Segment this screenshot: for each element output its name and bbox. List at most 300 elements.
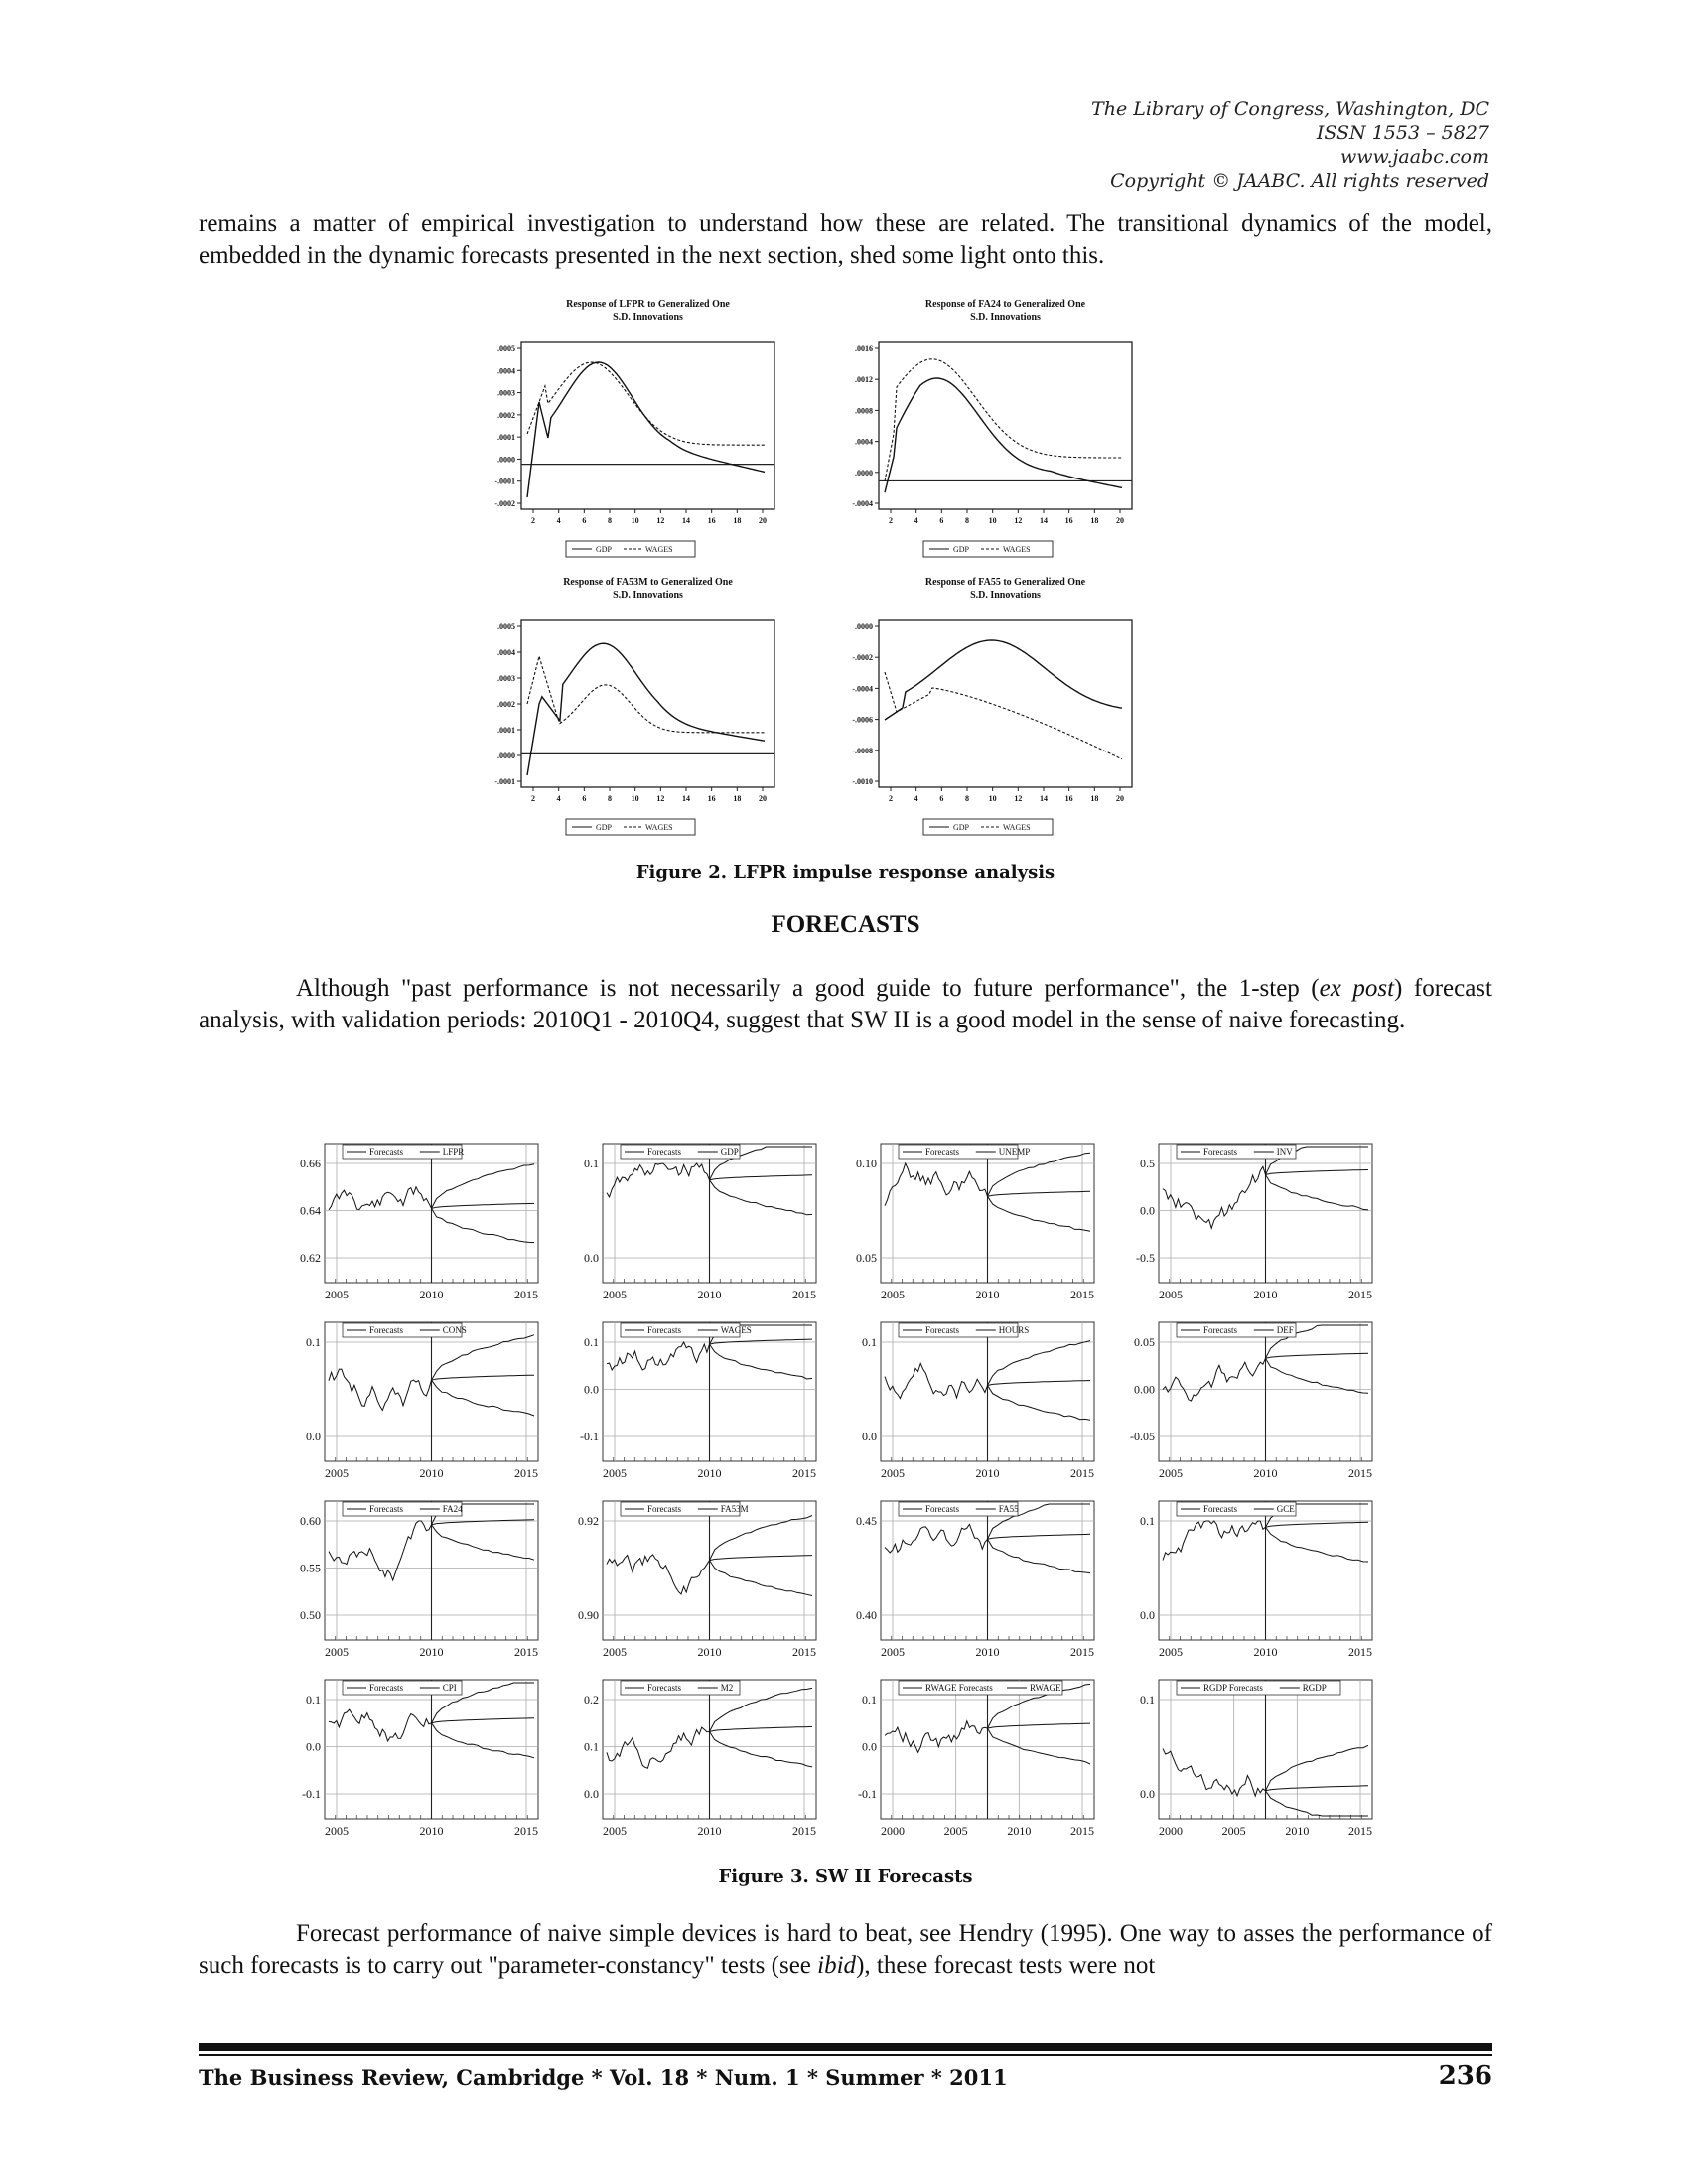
impulse-xtick-label: 12	[656, 794, 665, 803]
impulse-ytick-label: .0000	[497, 455, 515, 465]
forecast-legend	[899, 1502, 1019, 1516]
forecast-ytick-label: 0.62	[300, 1251, 321, 1265]
forecast-panel-9	[300, 1501, 538, 1659]
forecast-xtick-label: 2010	[419, 1824, 444, 1837]
forecast-ytick-label: 0.00	[1134, 1382, 1155, 1397]
forecast-actual-line	[885, 1524, 988, 1553]
forecast-band-line	[1266, 1745, 1369, 1791]
forecast-xtick-label: 2015	[1070, 1288, 1094, 1301]
forecast-paragraph	[199, 973, 1492, 1036]
section-title-forecasts: FORECASTS	[771, 911, 920, 938]
impulse-ytick-label: .0001	[497, 433, 515, 443]
forecast-legend	[1177, 1681, 1340, 1695]
forecast-actual-line	[885, 1163, 988, 1206]
impulse-xtick-label: 12	[1014, 794, 1023, 803]
forecast-ytick-label: -0.1	[858, 1787, 877, 1801]
forecast-xtick-label: 2015	[1348, 1824, 1372, 1837]
forecast-band-line	[432, 1525, 535, 1561]
forecast-ytick-label: 0.45	[856, 1514, 877, 1528]
forecast-panel-16	[1140, 1680, 1372, 1837]
forecast-legend-forecasts-label: Forecasts	[369, 1325, 403, 1335]
forecast-band-line	[1266, 1358, 1369, 1393]
impulse-ytick-label: .0012	[855, 375, 873, 385]
impulse-ytick-label: .0002	[497, 410, 515, 420]
forecast-ytick-label: 0.2	[584, 1693, 599, 1706]
impulse-ytick-label: .0003	[497, 674, 515, 683]
impulse-ytick-label: -.0001	[494, 477, 515, 486]
forecast-xtick-label: 2010	[419, 1288, 444, 1301]
forecast-xtick-label: 2015	[792, 1288, 816, 1301]
impulse-wages-line	[527, 362, 765, 445]
forecast-band-line	[710, 1344, 813, 1379]
impulse-gdp-line	[527, 643, 765, 775]
impulse-ytick-label: .0004	[855, 437, 873, 447]
forecast-xtick-label: 2010	[697, 1288, 722, 1301]
forecast-xtick-label: 2005	[1159, 1466, 1183, 1480]
forecast-legend-series-label: DEF	[1276, 1325, 1294, 1335]
forecast-actual-line	[329, 1369, 432, 1410]
impulse-xtick-label: 6	[939, 516, 944, 525]
forecast-actual-line	[1163, 1166, 1266, 1228]
forecast-ytick-label: -0.05	[1130, 1430, 1155, 1443]
impulse-ytick-label: .0004	[497, 366, 515, 376]
impulse-legend	[566, 541, 695, 557]
impulse-plot-frame	[521, 342, 774, 509]
closing-paragraph-part1: Forecast performance of naive simple devices is hard to beat, see Hendry (1995). One way to asses the performance of such forecasts is to carry out "parameter-constancy" tests (see	[199, 1920, 1492, 1979]
forecast-band-line	[710, 1339, 813, 1344]
closing-paragraph	[199, 1918, 1492, 1981]
impulse-plot-frame	[879, 342, 1132, 509]
forecast-panel-2	[584, 1144, 816, 1301]
impulse-xtick-label: 2	[889, 516, 893, 525]
forecast-legend-series-label: RGDP	[1302, 1683, 1327, 1693]
forecast-xtick-label: 2005	[1159, 1288, 1183, 1301]
impulse-ytick-label: .0004	[497, 648, 515, 657]
impulse-legend-wages-label: WAGES	[1003, 823, 1031, 832]
forecast-legend-forecasts-label: Forecasts	[925, 1147, 959, 1157]
forecast-actual-line	[885, 1363, 988, 1398]
impulse-ytick-label: .0005	[497, 622, 515, 631]
forecast-xtick-label: 2010	[1285, 1824, 1310, 1837]
forecast-legend	[899, 1323, 1029, 1337]
forecast-panel-11	[856, 1501, 1094, 1659]
forecast-xtick-label: 2005	[603, 1466, 627, 1480]
forecast-panel-8	[1130, 1322, 1372, 1480]
forecast-ytick-label: 0.1	[306, 1693, 321, 1706]
header-website: www.jaabc.com	[1339, 146, 1489, 168]
impulse-ytick-label: -.0008	[852, 746, 873, 755]
forecast-legend-forecasts-label: Forecasts	[369, 1683, 403, 1693]
forecast-xtick-label: 2015	[514, 1466, 538, 1480]
forecast-ytick-label: 0.0	[306, 1430, 321, 1443]
forecast-xtick-label: 2015	[792, 1645, 816, 1659]
forecast-band-line	[1266, 1170, 1369, 1175]
forecast-legend-series-label: FA53M	[720, 1504, 749, 1514]
forecast-band-line	[1266, 1522, 1369, 1527]
impulse-xtick-label: 18	[1090, 794, 1099, 803]
forecast-band-line	[710, 1561, 813, 1596]
forecast-legend	[621, 1323, 752, 1337]
forecast-xtick-label: 2005	[943, 1824, 968, 1837]
forecast-xtick-label: 2005	[1221, 1824, 1246, 1837]
forecast-ytick-label: 0.1	[862, 1693, 877, 1706]
forecast-band-line	[988, 1191, 1091, 1196]
forecast-ytick-label: 0.0	[862, 1739, 877, 1754]
forecast-band-line	[432, 1164, 535, 1209]
impulse-title-line1: Response of LFPR to Generalized One	[566, 299, 730, 310]
forecast-panel-12	[1140, 1501, 1372, 1659]
forecast-xtick-label: 2015	[514, 1824, 538, 1837]
impulse-ytick-label: .0002	[497, 700, 515, 709]
impulse-legend	[923, 541, 1053, 557]
forecast-legend	[621, 1502, 749, 1516]
forecast-legend-series-label: FA24	[442, 1504, 463, 1514]
header-issn: ISSN 1553 – 5827	[1316, 122, 1489, 144]
forecast-panel-15	[858, 1680, 1094, 1837]
impulse-wages-line	[885, 359, 1122, 481]
forecast-band-line	[432, 1208, 535, 1242]
impulse-xtick-label: 2	[531, 794, 535, 803]
forecast-band-line	[710, 1175, 813, 1180]
impulse-xtick-label: 16	[707, 516, 716, 525]
forecast-xtick-label: 2005	[881, 1466, 905, 1480]
impulse-ytick-label: -.0004	[852, 684, 873, 694]
forecast-band-line	[432, 1718, 535, 1723]
impulse-ytick-label: -.0002	[494, 499, 515, 508]
impulse-xtick-label: 20	[1116, 516, 1124, 525]
forecast-panel-5	[306, 1322, 538, 1480]
forecast-ytick-label: 0.90	[578, 1608, 599, 1622]
forecast-band-line	[988, 1728, 1091, 1764]
closing-paragraph-emphasis: ibid	[817, 1952, 857, 1979]
impulse-xtick-label: 8	[965, 794, 969, 803]
forecast-panel-4	[1136, 1144, 1372, 1301]
impulse-title-line1: Response of FA24 to Generalized One	[924, 299, 1086, 310]
forecast-xtick-label: 2005	[881, 1288, 905, 1301]
impulse-xtick-label: 12	[1014, 516, 1023, 525]
forecast-band-line	[1266, 1527, 1369, 1562]
forecast-legend-series-label: INV	[1276, 1147, 1293, 1157]
impulse-xtick-label: 2	[889, 794, 893, 803]
impulse-xtick-label: 16	[1064, 794, 1073, 803]
forecast-ytick-label: 0.1	[1140, 1693, 1155, 1706]
forecast-xtick-label: 2000	[1159, 1824, 1183, 1837]
forecast-actual-line	[607, 1342, 710, 1370]
impulse-xtick-label: 10	[988, 516, 997, 525]
header-copyright: Copyright © JAABC. All rights reserved	[1110, 170, 1489, 192]
forecast-band-line	[988, 1381, 1091, 1386]
forecast-legend-forecasts-label: RWAGE Forecasts	[925, 1683, 993, 1693]
forecast-band-line	[988, 1534, 1091, 1539]
impulse-title-line2: S.D. Innovations	[970, 590, 1041, 601]
forecast-band-line	[988, 1153, 1091, 1196]
forecast-legend-forecasts-label: Forecasts	[925, 1504, 959, 1514]
forecast-legend-series-label: GDP	[720, 1147, 739, 1157]
forecast-actual-line	[607, 1163, 710, 1197]
forecast-ytick-label: 0.1	[1140, 1514, 1155, 1528]
forecast-xtick-label: 2010	[697, 1466, 722, 1480]
forecast-ytick-label: 0.1	[584, 1739, 599, 1754]
impulse-plot-frame	[521, 620, 774, 787]
forecast-ytick-label: -0.5	[1136, 1251, 1155, 1265]
forecast-ytick-label: 0.0	[862, 1430, 877, 1443]
forecast-actual-line	[329, 1521, 432, 1580]
forecast-xtick-label: 2015	[792, 1466, 816, 1480]
forecast-ytick-label: 0.60	[300, 1514, 321, 1528]
impulse-legend-wages-label: WAGES	[645, 823, 673, 832]
forecast-band-line	[1266, 1175, 1369, 1210]
footer-journal-info: The Business Review, Cambridge * Vol. 18 * Num. 1 * Summer * 2011	[199, 2065, 1008, 2090]
forecast-legend-forecasts-label: Forecasts	[647, 1504, 681, 1514]
forecast-xtick-label: 2005	[325, 1288, 349, 1301]
forecast-legend-series-label: CPI	[442, 1683, 457, 1693]
forecast-actual-line	[329, 1709, 432, 1741]
impulse-xtick-label: 16	[1064, 516, 1073, 525]
forecast-xtick-label: 2010	[419, 1466, 444, 1480]
forecast-xtick-label: 2010	[697, 1645, 722, 1659]
impulse-ytick-label: .0005	[497, 344, 515, 353]
forecast-legend-forecasts-label: Forecasts	[1203, 1325, 1237, 1335]
forecast-legend-series-label: WAGES	[720, 1325, 752, 1335]
forecast-panel-6	[580, 1322, 816, 1480]
forecast-xtick-label: 2015	[514, 1645, 538, 1659]
forecast-panel-14	[584, 1680, 816, 1837]
footer-rule-thick	[199, 2043, 1492, 2051]
forecast-xtick-label: 2005	[325, 1645, 349, 1659]
footer-page-number: 236	[1438, 2061, 1492, 2091]
impulse-ytick-label: .0016	[855, 344, 873, 353]
impulse-title-line1: Response of FA55 to Generalized One	[924, 577, 1086, 588]
forecast-legend	[621, 1681, 740, 1695]
forecast-xtick-label: 2015	[1070, 1824, 1094, 1837]
forecast-ytick-label: 0.50	[300, 1608, 321, 1622]
forecast-xtick-label: 2005	[325, 1824, 349, 1837]
forecast-ytick-label: 0.1	[584, 1157, 599, 1170]
impulse-ytick-label: -.0002	[852, 653, 873, 663]
impulse-wages-line	[885, 672, 1122, 759]
forecast-xtick-label: 2005	[1159, 1645, 1183, 1659]
forecast-legend-forecasts-label: RGDP Forecasts	[1203, 1683, 1263, 1693]
forecast-actual-line	[1163, 1358, 1266, 1401]
forecast-panel-10	[578, 1501, 816, 1659]
forecast-xtick-label: 2005	[603, 1645, 627, 1659]
forecast-actual-line	[607, 1555, 710, 1594]
forecast-paragraph-part2: ) forecast analysis, with validation periods: 2010Q1 - 2010Q4, suggest that SW II is a good model in the sense of naive forecasting.	[199, 975, 1492, 1033]
forecast-xtick-label: 2015	[1348, 1645, 1372, 1659]
impulse-title-line2: S.D. Innovations	[613, 312, 683, 323]
figure-2-impulse-response	[467, 293, 1221, 849]
intro-paragraph: remains a matter of empirical investigation to understand how these are related. The transitional dynamics of the model, embedded in the dynamic forecasts presented in the next section, shed some light onto this.	[199, 210, 1492, 269]
forecast-legend	[899, 1681, 1062, 1695]
impulse-xtick-label: 10	[988, 794, 997, 803]
impulse-ytick-label: -.0001	[494, 777, 515, 786]
forecast-xtick-label: 2005	[603, 1824, 627, 1837]
forecast-legend-forecasts-label: Forecasts	[647, 1325, 681, 1335]
forecast-legend-forecasts-label: Forecasts	[369, 1504, 403, 1514]
forecast-legend-forecasts-label: Forecasts	[1203, 1147, 1237, 1157]
forecast-ytick-label: 0.0	[584, 1787, 599, 1801]
forecast-ytick-label: 0.92	[578, 1514, 599, 1528]
forecast-xtick-label: 2010	[419, 1645, 444, 1659]
forecast-legend-forecasts-label: Forecasts	[1203, 1504, 1237, 1514]
forecast-ytick-label: 0.0	[584, 1251, 599, 1265]
impulse-xtick-label: 18	[733, 516, 742, 525]
forecast-ytick-label: -0.1	[302, 1787, 321, 1801]
forecast-legend-series-label: CONS	[442, 1325, 467, 1335]
forecast-ytick-label: 0.0	[584, 1382, 599, 1397]
forecast-band-line	[710, 1726, 813, 1731]
forecast-band-line	[432, 1520, 535, 1525]
forecast-legend	[343, 1145, 464, 1159]
impulse-xtick-label: 18	[1090, 516, 1099, 525]
impulse-xtick-label: 6	[582, 516, 587, 525]
forecast-ytick-label: 0.5	[1140, 1157, 1155, 1170]
impulse-legend-gdp-label: GDP	[596, 823, 613, 832]
impulse-title-line2: S.D. Innovations	[613, 590, 683, 601]
impulse-xtick-label: 4	[914, 794, 918, 803]
impulse-legend-gdp-label: GDP	[953, 545, 970, 554]
impulse-ytick-label: -.0010	[852, 777, 873, 786]
impulse-panel-1	[494, 295, 774, 557]
impulse-xtick-label: 14	[682, 794, 690, 803]
forecast-band-line	[710, 1556, 813, 1561]
impulse-xtick-label: 20	[759, 794, 767, 803]
forecast-ytick-label: 0.0	[1140, 1608, 1155, 1622]
header-library: The Library of Congress, Washington, DC	[1091, 98, 1489, 120]
impulse-xtick-label: 4	[914, 516, 918, 525]
forecast-legend-series-label: FA55	[998, 1504, 1019, 1514]
forecast-ytick-label: 0.0	[306, 1739, 321, 1754]
impulse-xtick-label: 8	[965, 516, 969, 525]
forecast-legend	[343, 1681, 462, 1695]
forecast-actual-line	[885, 1721, 988, 1753]
impulse-xtick-label: 14	[1040, 794, 1048, 803]
forecast-ytick-label: 0.0	[1140, 1787, 1155, 1801]
forecast-xtick-label: 2010	[1253, 1645, 1278, 1659]
forecast-panel-7	[862, 1322, 1094, 1480]
forecast-ytick-label: -0.1	[580, 1430, 599, 1443]
forecast-legend-series-label: RWAGE	[1030, 1683, 1061, 1693]
impulse-xtick-label: 10	[631, 794, 639, 803]
impulse-ytick-label: .0001	[497, 726, 515, 735]
forecast-band-line	[710, 1180, 813, 1215]
forecast-ytick-label: 0.05	[856, 1251, 877, 1265]
forecast-xtick-label: 2010	[975, 1288, 1000, 1301]
forecast-legend-forecasts-label: Forecasts	[647, 1683, 681, 1693]
impulse-wages-line	[527, 656, 765, 733]
impulse-gdp-line	[885, 378, 1122, 492]
closing-paragraph-part2: ), these forecast tests were not	[856, 1952, 1156, 1979]
forecast-legend	[343, 1502, 463, 1516]
forecast-xtick-label: 2015	[792, 1824, 816, 1837]
impulse-xtick-label: 8	[608, 794, 612, 803]
forecast-ytick-label: 0.55	[300, 1561, 321, 1575]
forecast-band-line	[988, 1341, 1091, 1386]
impulse-xtick-label: 14	[1040, 516, 1048, 525]
forecast-band-line	[432, 1380, 535, 1416]
impulse-title-line1: Response of FA53M to Generalized One	[563, 577, 733, 588]
forecast-band-line	[988, 1539, 1091, 1572]
impulse-legend	[566, 819, 695, 835]
forecast-xtick-label: 2010	[975, 1466, 1000, 1480]
forecast-panel-3	[856, 1144, 1094, 1301]
forecast-xtick-label: 2015	[1348, 1466, 1372, 1480]
forecast-legend	[899, 1145, 1030, 1159]
impulse-xtick-label: 6	[582, 794, 587, 803]
forecast-legend-forecasts-label: Forecasts	[369, 1147, 403, 1157]
impulse-legend-gdp-label: GDP	[953, 823, 970, 832]
forecast-band-line	[710, 1731, 813, 1767]
forecast-legend-series-label: M2	[720, 1683, 734, 1693]
impulse-xtick-label: 14	[682, 516, 690, 525]
forecast-band-line	[710, 1516, 813, 1561]
forecast-ytick-label: 0.66	[300, 1157, 321, 1170]
forecast-xtick-label: 2015	[1070, 1645, 1094, 1659]
forecast-ytick-label: 0.1	[306, 1335, 321, 1349]
impulse-legend-gdp-label: GDP	[596, 545, 613, 554]
impulse-panel-3	[494, 573, 774, 835]
forecast-ytick-label: 0.1	[862, 1335, 877, 1349]
figure-3-caption: Figure 3. SW II Forecasts	[718, 1866, 973, 1887]
forecast-band-line	[432, 1203, 535, 1208]
impulse-ytick-label: .0000	[855, 468, 873, 478]
forecast-band-line	[432, 1375, 535, 1380]
impulse-ytick-label: .0000	[497, 751, 515, 760]
forecast-actual-line	[1163, 1521, 1266, 1561]
forecast-band-line	[988, 1386, 1091, 1421]
forecast-legend-forecasts-label: Forecasts	[925, 1325, 959, 1335]
impulse-xtick-label: 20	[1116, 794, 1124, 803]
forecast-ytick-label: 0.1	[584, 1335, 599, 1349]
impulse-legend	[923, 819, 1053, 835]
forecast-legend-series-label: HOURS	[998, 1325, 1030, 1335]
forecast-band-line	[988, 1723, 1091, 1728]
impulse-xtick-label: 6	[939, 794, 944, 803]
forecast-legend	[621, 1145, 740, 1159]
forecast-xtick-label: 2005	[881, 1645, 905, 1659]
forecast-ytick-label: 0.0	[1140, 1203, 1155, 1218]
forecast-legend-forecasts-label: Forecasts	[647, 1147, 681, 1157]
impulse-ytick-label: -.0004	[852, 499, 873, 508]
impulse-xtick-label: 12	[656, 516, 665, 525]
impulse-xtick-label: 18	[733, 794, 742, 803]
forecast-band-line	[1266, 1353, 1369, 1358]
forecast-actual-line	[607, 1727, 710, 1768]
impulse-xtick-label: 16	[707, 794, 716, 803]
forecast-paragraph-part1: Although "past performance is not necessarily a good guide to future performance", the 1-step (	[296, 975, 1320, 1002]
impulse-xtick-label: 4	[556, 794, 561, 803]
impulse-ytick-label: .0000	[855, 622, 873, 631]
forecast-legend-series-label: UNEMP	[998, 1147, 1031, 1157]
impulse-panel-2	[852, 295, 1132, 557]
impulse-panel-4	[852, 573, 1132, 835]
forecast-ytick-label: 0.64	[300, 1203, 321, 1218]
impulse-xtick-label: 10	[631, 516, 639, 525]
forecast-panel-1	[300, 1144, 538, 1301]
forecast-xtick-label: 2010	[1007, 1824, 1032, 1837]
forecast-actual-line	[329, 1187, 432, 1210]
impulse-legend-wages-label: WAGES	[1003, 545, 1031, 554]
impulse-xtick-label: 8	[608, 516, 612, 525]
impulse-xtick-label: 2	[531, 516, 535, 525]
forecast-panel-13	[302, 1680, 538, 1837]
impulse-legend-wages-label: WAGES	[645, 545, 673, 554]
forecast-xtick-label: 2010	[975, 1645, 1000, 1659]
impulse-xtick-label: 4	[556, 516, 561, 525]
forecast-legend	[1177, 1502, 1296, 1516]
impulse-title-line2: S.D. Innovations	[970, 312, 1041, 323]
footer-rule-thin	[199, 2054, 1492, 2056]
